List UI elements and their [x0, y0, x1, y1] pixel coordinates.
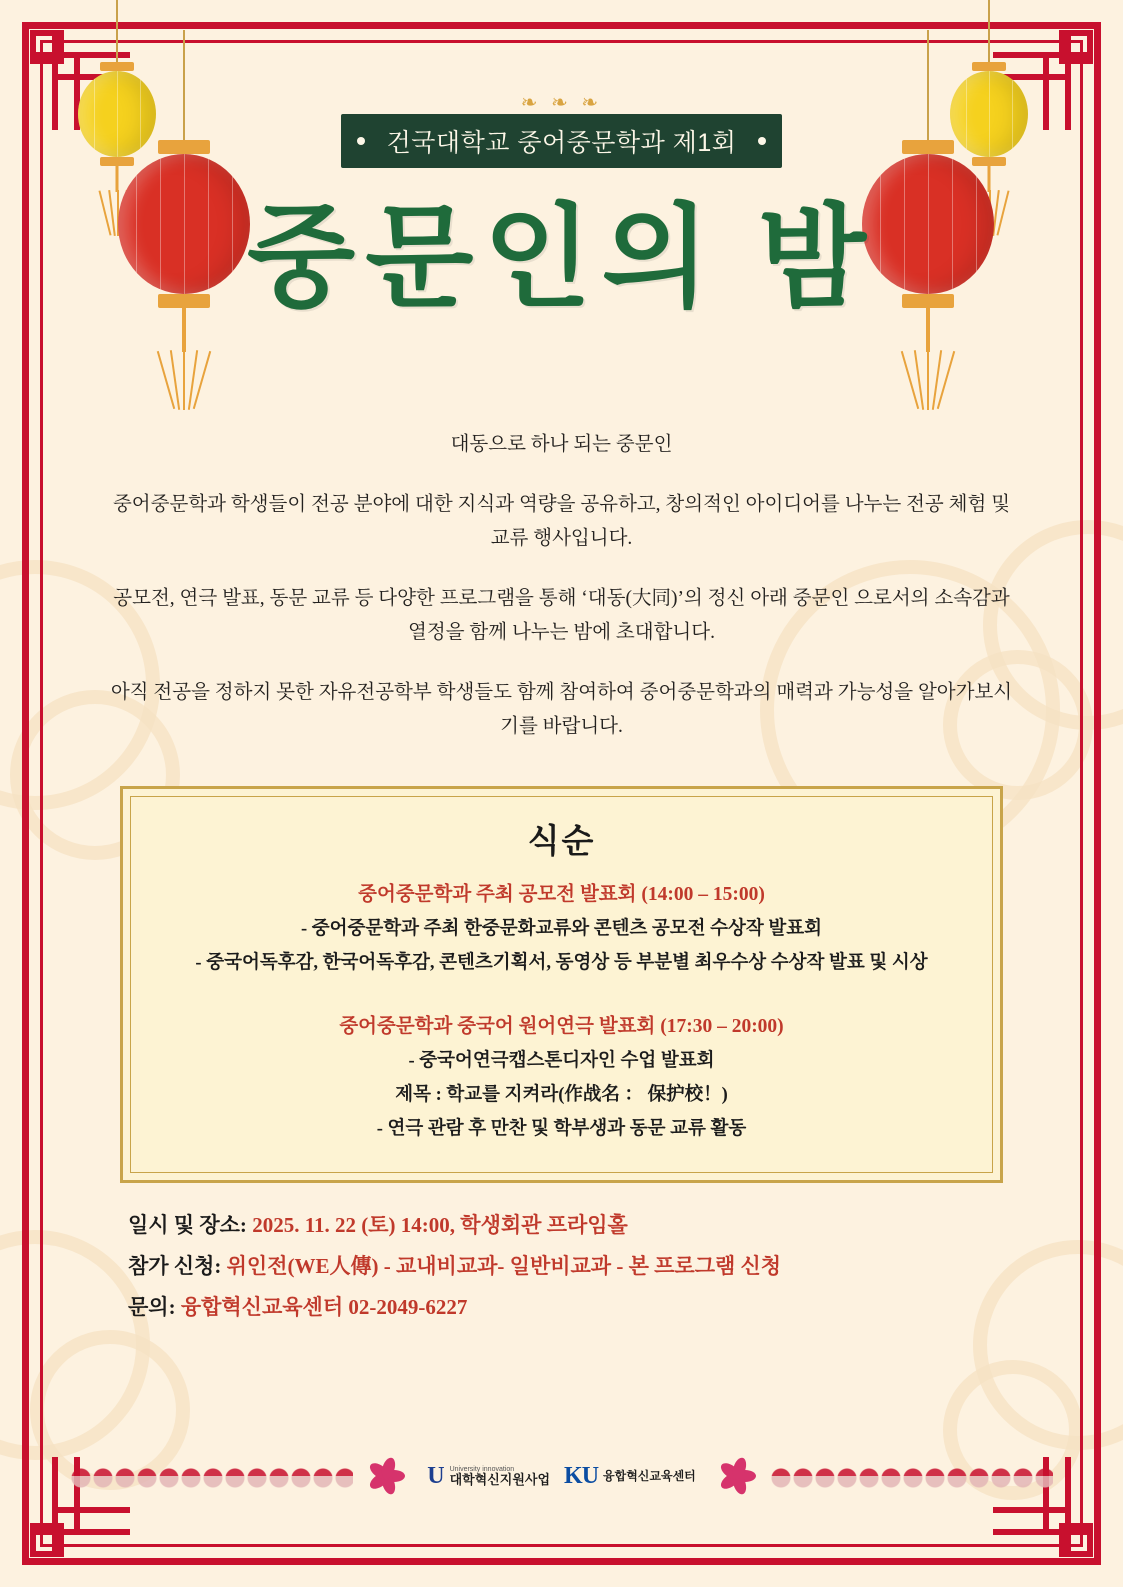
- program-heading: 식순: [527, 824, 596, 860]
- page-title: 중문인의 밤: [247, 197, 876, 321]
- intro-lead: 대동으로 하나 되는 중문인: [450, 434, 673, 455]
- footer-logos: [419, 1464, 704, 1488]
- scallop-pattern-right: [770, 1454, 1053, 1498]
- program-box: [120, 786, 1003, 1183]
- logo1-small-label: University innovation: [449, 1465, 515, 1473]
- scallop-pattern-left: [70, 1454, 353, 1498]
- logo1-label: 대학혁신지원사업: [449, 1471, 551, 1487]
- banner-swirl-ornament: ❧ ❧ ❧: [520, 92, 603, 114]
- program-group-2-line-2: 제목 : 학교를 지켜라(作战名 ： 保护校！): [395, 1085, 728, 1105]
- event-datetime-label: 일시 및 장소:: [128, 1213, 247, 1237]
- program-spacer: [147, 988, 976, 1010]
- program-group-1-title: 중어중문학과 주최 공모전 발표회 (14:00 – 15:00): [358, 884, 765, 905]
- event-contact-label: 문의:: [128, 1295, 176, 1319]
- program-group-2-line-3: - 연극 관람 후 만찬 및 학부생과 동문 교류 활동: [376, 1119, 747, 1139]
- intro-paragraph-3: 아직 전공을 정하지 못한 자유전공학부 학생들도 함께 참여하여 중어중문학과의 매력과 가능성을 알아가보시기를 바랍니다.: [110, 682, 1013, 737]
- intro-paragraph-2: 공모전, 연극 발표, 동문 교류 등 다양한 프로그램을 통해 ‘대동(大同)’의 정신 아래 중문인 으로서의 소속감과 열정을 함께 나누는 밤에 초대합니다.: [113, 588, 1010, 643]
- footer-ornament-band: [70, 1451, 1053, 1501]
- banner-label: 건국대학교 중어중문학과 제1회: [341, 114, 783, 168]
- program-group-2: [147, 1010, 976, 1146]
- event-contact-row: [128, 1287, 1013, 1328]
- flower-ornament-left-icon: [363, 1454, 409, 1498]
- event-apply-value: 위인전(WE人傳) - 교내비교과- 일반비교과 - 본 프로그램 신청: [226, 1254, 782, 1278]
- logo-university-innovation: [427, 1464, 550, 1488]
- program-group-1: [147, 878, 976, 980]
- intro-paragraph-1: 중어중문학과 학생들이 전공 분야에 대한 지식과 역량을 공유하고, 창의적인 아이디어를 나누는 전공 체험 및 교류 행사입니다.: [112, 494, 1011, 549]
- event-contact-value: 융합혁신교육센터 02-2049-6227: [180, 1295, 468, 1319]
- intro-text-block: [110, 428, 1013, 770]
- logo-ku-center: [564, 1464, 696, 1488]
- event-apply-row: [128, 1246, 1013, 1287]
- event-apply-label: 참가 신청:: [128, 1254, 222, 1278]
- event-info-block: [128, 1205, 1013, 1328]
- event-datetime-value: 2025. 11. 22 (토) 14:00, 학생회관 프라임홀: [252, 1213, 628, 1237]
- ku-logo-icon: KU: [564, 1463, 599, 1489]
- program-group-2-line-1: - 중국어연극캡스톤디자인 수업 발표회: [408, 1051, 715, 1071]
- program-group-1-line-2: - 중국어독후감, 한국어독후감, 콘텐츠기획서, 동영상 등 부분별 최우수상 수상작 발표 및 시상: [195, 953, 928, 973]
- logo2-label: 융합혁신교육센터: [603, 1468, 696, 1483]
- program-group-1-line-1: - 중어중문학과 주최 한중문화교류와 콘텐츠 공모전 수상작 발표회: [300, 919, 823, 939]
- header-banner: [0, 92, 1123, 168]
- event-datetime-row: [128, 1205, 1013, 1246]
- flower-ornament-right-icon: [714, 1454, 760, 1498]
- u-logo-icon: U: [427, 1463, 445, 1489]
- program-group-2-title: 중어중문학과 중국어 원어연극 발표회 (17:30 – 20:00): [339, 1016, 784, 1037]
